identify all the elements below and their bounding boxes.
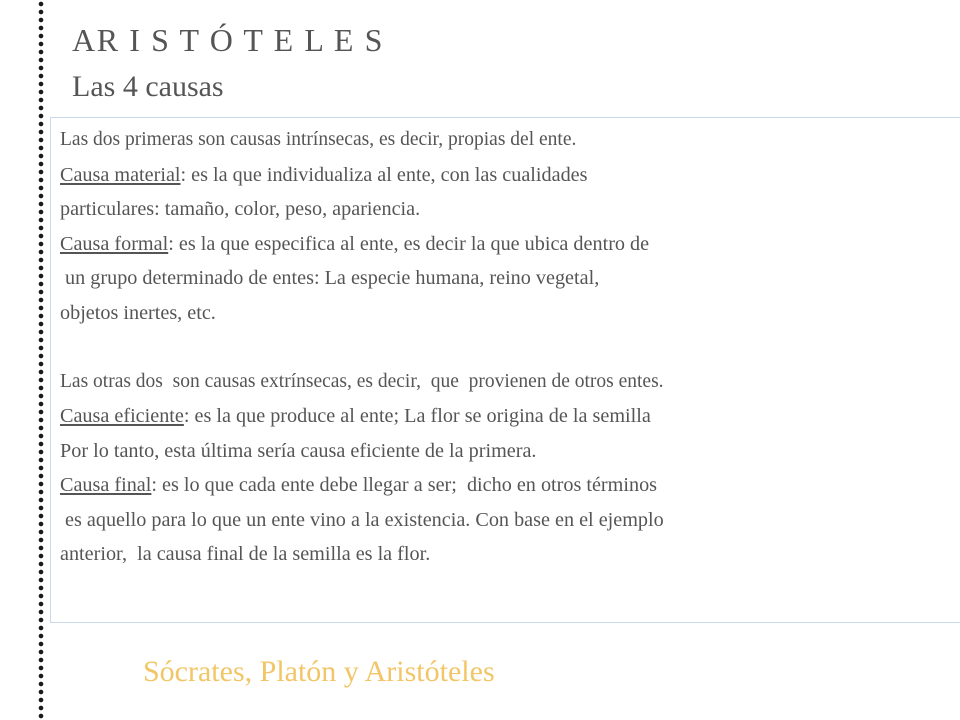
intro-2-line: Las otras dos son causas extrínsecas, es decir, que provienen de otros entes. [60, 370, 664, 392]
causa-formal-line-3: objetos inertes, etc. [60, 301, 216, 324]
causa-final-term: Causa final [60, 474, 152, 496]
causa-eficiente-term: Causa eficiente [60, 405, 184, 427]
causa-material-line: Causa material: es la que individualiza al ente, con las cualidades [60, 163, 588, 186]
causa-final-line-2: es aquello para lo que un ente vino a la existencia. Con base en el ejemplo [60, 508, 664, 531]
causa-material-term: Causa material [60, 163, 181, 186]
causa-eficiente-line: Causa eficiente: es la que produce al ente; La flor se origina de la semilla [60, 405, 651, 427]
intro-line: Las dos primeras son causas intrínsecas, es decir, propias del ente. [60, 129, 577, 150]
causa-formal-term: Causa formal [60, 232, 169, 255]
content-body [60, 123, 955, 572]
causa-formal-line-2: un grupo determinado de entes: La especie humana, reino vegetal, [60, 267, 600, 289]
causa-eficiente-line-2: Por lo tanto, esta última sería causa eficiente de la primera. [60, 439, 537, 462]
slide-title: AR I S T Ó T E L E S [72, 22, 385, 58]
causa-material-line-2: particulares: tamaño, color, peso, apariencia. [60, 198, 421, 220]
causa-final-line-3: anterior, la causa final de la semilla es la flor. [60, 543, 431, 565]
paragraph-spacer [60, 330, 955, 365]
causa-final-line: Causa final: es lo que cada ente debe llegar a ser; dicho en otros términos [60, 474, 658, 496]
dotted-vertical-border [37, 0, 45, 720]
causa-formal-line: Causa formal: es la que especifica al ente, es decir la que ubica dentro de [60, 232, 650, 255]
slide-subtitle: Las 4 causas [72, 70, 224, 103]
footer-caption: Sócrates, Platón y Aristóteles [143, 655, 495, 688]
